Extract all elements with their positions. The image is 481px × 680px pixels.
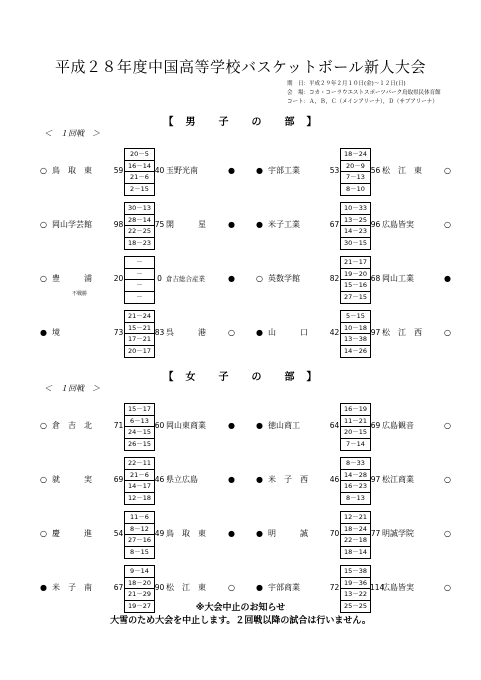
quarter-score: 19－20 [341,269,370,281]
right-team-score: 83 [154,328,165,337]
left-team-name: 慶 進 [52,529,92,538]
quarter-score: 17－21 [125,334,154,346]
quarter-score: 22－18 [341,535,370,547]
left-team-name: 宇部工業 [268,166,300,175]
left-team-score: 70 [329,529,340,538]
right-result-mark: ● [228,166,235,175]
right-result-mark: ○ [228,328,235,337]
quarter-score: 12－21 [341,512,370,524]
left-result-mark: ● [256,421,263,430]
quarter-score: 21－17 [341,257,370,269]
right-result-mark: ○ [444,421,451,430]
right-team-score: 97 [370,328,381,337]
right-team-score: 75 [154,220,165,229]
right-team-name: 松江商業 [382,475,414,484]
quarter-score: 8－12 [125,524,154,536]
right-team-name: 松 江 東 [166,583,206,592]
quarter-score: 14－26 [343,346,368,355]
right-team-name: 鳥 取 東 [166,529,206,538]
event-courts: コート：Ａ，Ｂ，Ｃ（メインアリーナ），Ｄ（サブアリーナ） [287,99,438,105]
quarter-score: 19－36 [341,578,370,590]
quarter-score: 27－15 [343,292,368,301]
left-team-score: 64 [329,421,340,430]
right-result-mark: ● [228,421,235,430]
quarter-score: 5－15 [341,311,370,323]
quarter-score: 14－17 [125,481,154,493]
left-team-score: 53 [329,166,340,175]
quarter-scores-box [340,148,371,196]
quarter-score: 10－18 [341,323,370,335]
right-team-name: 広島皆実 [382,583,414,592]
right-team-score: 90 [154,583,165,592]
right-team-name: 玉野光南 [166,166,198,175]
right-team-name: 開 星 [166,220,206,229]
right-team-score: 97 [370,475,381,484]
right-team-score: 40 [154,166,165,175]
quarter-score: 20－5 [125,149,154,161]
quarter-score: 18－24 [341,524,370,536]
quarter-scores-box [340,457,371,505]
left-result-mark: ○ [256,274,263,283]
left-team-score: 82 [329,274,340,283]
left-team-score: 73 [113,328,124,337]
quarter-score: 18－24 [341,149,370,161]
quarter-scores-box [124,310,155,358]
right-team-score: 49 [154,529,165,538]
quarter-scores-box [124,202,155,250]
right-team-score: 96 [370,220,381,229]
quarter-score: 6－13 [125,416,154,428]
quarter-score: 2－15 [130,184,149,193]
right-team-name: 松 江 西 [382,328,422,337]
left-team-name: 倉 吉 北 [52,421,92,430]
quarter-score: 8－13 [346,493,365,502]
quarter-score: 30－13 [125,203,154,215]
right-team-name: 岡山東商業 [166,421,206,430]
right-team-score: 77 [370,529,381,538]
right-team-name: 松 江 東 [382,166,422,175]
right-team-name: 倉吉総合産業 [166,275,205,283]
right-team-name: 県立広島 [166,475,198,484]
quarter-score: 19－27 [127,601,152,610]
right-team-score: 0 [157,274,162,283]
left-result-mark: ○ [40,421,47,430]
round-label: ＜ １回戦 ＞ [44,129,100,138]
quarter-scores-box [340,310,371,358]
quarter-score: 13－38 [341,334,370,346]
cancellation-notice-title: ※大会中止のお知らせ [195,603,286,613]
left-team-score: 69 [113,475,124,484]
left-team-score: 59 [113,166,124,175]
quarter-score: 9－14 [125,566,154,578]
left-team-name: 米 子 南 [52,583,92,592]
right-result-mark: ○ [444,166,451,175]
left-team-score: 20 [113,274,124,283]
quarter-score: 16－19 [341,404,370,416]
right-result-mark: ● [228,529,235,538]
quarter-score: 20－17 [127,346,152,355]
quarter-score: 18－14 [343,547,368,556]
left-team-name: 米 子 西 [268,475,308,484]
quarter-score: 15－38 [341,566,370,578]
quarter-score: 14－23 [341,226,370,238]
quarter-score: 21－6 [125,172,154,184]
quarter-score: 22－11 [125,458,154,470]
left-team-name: 岡山学芸館 [52,220,92,229]
left-result-mark: ● [256,583,263,592]
quarter-score: 7－14 [346,439,365,448]
quarter-score: 8－10 [346,184,365,193]
left-team-name: 明 誠 [268,529,308,538]
right-result-mark: ● [444,274,451,283]
quarter-score: － [125,257,154,269]
quarter-score: 11－21 [341,416,370,428]
left-result-mark: ○ [40,166,47,175]
left-team-score: 42 [329,328,340,337]
quarter-score: 21－6 [125,470,154,482]
quarter-score: 20－15 [341,427,370,439]
quarter-score: 24－15 [125,427,154,439]
left-result-mark: ● [256,529,263,538]
event-period: 期 日：平成２９年２月１０日(金)～１２日(日) [287,81,406,87]
quarter-score: 7－13 [341,172,370,184]
left-result-mark: ● [256,328,263,337]
quarter-score: 11－6 [125,512,154,524]
right-team-score: 60 [154,421,165,430]
left-result-mark: ○ [40,529,47,538]
quarter-scores-box [124,148,155,196]
left-team-name: 徳山商工 [268,421,300,430]
left-result-mark: ○ [40,274,47,283]
section-heading: 【 女 子 の 部 】 [163,372,318,383]
right-team-score: 68 [370,274,381,283]
left-result-mark: ● [256,166,263,175]
right-team-score: 69 [370,421,381,430]
quarter-scores-box [340,403,371,451]
left-team-score: 72 [329,583,340,592]
left-team-name: 米子工業 [268,220,300,229]
quarter-scores-box [124,403,155,451]
right-result-mark: ○ [228,583,235,592]
quarter-score: 28－14 [125,215,154,227]
round-label: ＜ １回戦 ＞ [44,384,100,393]
page-title: 平成２８年度中国高等学校バスケットボール新人大会 [55,58,426,76]
quarter-score: 15－21 [125,323,154,335]
right-result-mark: ○ [444,328,451,337]
quarter-score: 21－24 [125,311,154,323]
right-team-score: 56 [370,166,381,175]
quarter-scores-box [124,457,155,505]
left-team-score: 54 [113,529,124,538]
left-team-name: 豊 浦 [52,274,92,283]
quarter-score: 21－29 [125,589,154,601]
quarter-score: 20－9 [341,161,370,173]
quarter-score: 13－25 [341,215,370,227]
quarter-scores-box [124,511,155,559]
left-team-name: 境 [52,328,60,337]
right-result-mark: ● [228,475,235,484]
right-result-mark: ○ [444,475,451,484]
quarter-score: 26－15 [127,439,152,448]
quarter-scores-box [124,256,155,304]
left-result-mark: ● [40,583,47,592]
quarter-scores-box [340,202,371,250]
left-team-name: 英数学館 [268,274,300,283]
left-team-name: 宇部商業 [268,583,300,592]
left-result-mark: ○ [40,220,47,229]
right-result-mark: ○ [444,529,451,538]
quarter-score: 8－15 [130,547,149,556]
quarter-score: － [125,269,154,281]
left-team-score: 98 [113,220,124,229]
right-team-name: 明誠学院 [382,529,414,538]
left-result-mark: ○ [40,475,47,484]
left-team-score: 46 [329,475,340,484]
left-team-score: 67 [113,583,124,592]
quarter-score: 25－25 [343,601,368,610]
right-team-score: 46 [154,475,165,484]
quarter-score: － [125,280,154,292]
quarter-score: 13－22 [341,589,370,601]
quarter-score: 22－25 [125,226,154,238]
right-team-score: 114 [370,583,385,592]
quarter-scores-box [340,256,371,304]
quarter-score: 27－16 [125,535,154,547]
quarter-score: 15－17 [125,404,154,416]
cancellation-notice-text: 大雪のため大会を中止します。２回戦以降の試合は行いません。 [110,616,371,626]
section-heading: 【 男 子 の 部 】 [163,117,318,128]
left-team-score: 67 [329,220,340,229]
forfeit-note: 不戦勝 [72,291,88,297]
quarter-score: 30－15 [343,238,368,247]
left-team-name: 山 口 [268,328,308,337]
left-team-name: 鳥 取 東 [52,166,92,175]
right-team-name: 広島観音 [382,421,414,430]
left-result-mark: ● [40,328,47,337]
quarter-score: 14－28 [341,470,370,482]
right-team-name: 岡山工業 [382,274,414,283]
quarter-score: － [136,292,143,301]
right-team-name: 広島皆実 [382,220,414,229]
left-team-score: 71 [113,421,124,430]
right-result-mark: ○ [444,583,451,592]
quarter-score: 10－33 [341,203,370,215]
quarter-score: 12－18 [127,493,152,502]
right-result-mark: ● [228,220,235,229]
left-result-mark: ● [256,220,263,229]
quarter-score: 18－23 [127,238,152,247]
quarter-score: 18－20 [125,578,154,590]
right-team-name: 呉 港 [166,328,206,337]
quarter-score: 8－33 [341,458,370,470]
event-venue: 会 場：コカ・コーラウエストスポーツパーク鳥取県民体育館 [287,90,441,96]
left-result-mark: ● [256,475,263,484]
quarter-score: 15－16 [341,280,370,292]
left-team-name: 就 実 [52,475,92,484]
quarter-scores-box [340,511,371,559]
right-result-mark: ○ [444,220,451,229]
quarter-score: 16－23 [341,481,370,493]
right-result-mark: ● [228,274,235,283]
quarter-score: 16－14 [125,161,154,173]
